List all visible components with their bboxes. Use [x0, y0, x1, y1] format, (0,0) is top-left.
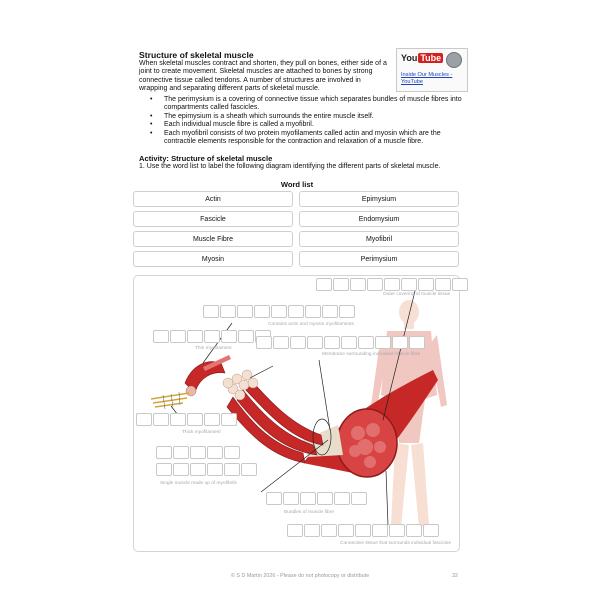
label-bundles: Bundles of muscle fibre [284, 510, 334, 515]
word-perimysium: Perimysium [299, 251, 459, 267]
word-list-title: Word list [280, 180, 314, 189]
youtube-video-card[interactable] [396, 48, 468, 92]
label-actin-myosin: Contains actin and myosin myofilaments [268, 322, 354, 327]
answer-boxes-myofibril[interactable] [203, 305, 355, 318]
bullet-item: • Each individual muscle fibre is called a myofibril. [150, 121, 468, 129]
word-muscle-fibre: Muscle Fibre [133, 231, 293, 247]
answer-boxes-thick[interactable] [136, 413, 237, 426]
activity-title: Activity: Structure of skeletal muscle [139, 154, 273, 163]
activity-instruction: 1. Use the word list to label the following diagram identifying the different parts of skeletal muscle. [139, 163, 441, 170]
bullet-item: • Each myofibril consists of two protein myofilaments called actin and myosin which are the contractile elements responsible for the contraction and relaxation of a muscle fibre. [150, 130, 468, 147]
label-single: Single muscle made up of myofibrils [160, 481, 237, 486]
word-actin: Actin [133, 191, 293, 207]
answer-boxes-outer[interactable] [316, 278, 468, 291]
footer-copyright: © S D Martin 2026 - Please do not photocopy or distribute [230, 573, 370, 579]
answer-boxes-single-bottom[interactable] [156, 463, 257, 476]
bullet-item: • The epimysium is a sheath which surrounds the entire muscle itself. [150, 113, 468, 121]
label-thin: Thin myofilament [195, 346, 232, 351]
word-myosin: Myosin [133, 251, 293, 267]
fibre-end [186, 386, 196, 396]
intro-paragraph: When skeletal muscles contract and shorten, they pull on bones, either side of a joint to create movement. Skeletal muscles are attached to bones by strong connective tissue called tendons. A number of structures are involved in wrapping and separating different parts of skeletal muscle. [139, 60, 387, 93]
section-title: Structure of skeletal muscle [139, 50, 254, 60]
label-outer: Outer covering of muscle tissue [383, 292, 451, 297]
answer-boxes-membrane[interactable] [256, 336, 425, 349]
answer-boxes-bundles[interactable] [266, 492, 367, 505]
answer-boxes-single-top[interactable] [156, 446, 240, 459]
myofilaments [151, 393, 189, 407]
label-thick: Thick myofilament [182, 430, 221, 435]
youtube-link[interactable]: Inside Our Muscles - YouTube [401, 72, 453, 85]
word-endomysium: Endomysium [299, 211, 459, 227]
label-connective: Connective tissue that surrounds individual fascicles [340, 541, 451, 546]
page-number: 32 [452, 573, 458, 579]
label-membrane: Membrane surrounding individual muscle fibre [322, 352, 421, 357]
film-reel-icon [446, 52, 462, 68]
bullet-list [150, 96, 468, 146]
word-myofibril: Myofibril [299, 231, 459, 247]
word-fascicle: Fascicle [133, 211, 293, 227]
bullet-item: • The perimysium is a covering of connective tissue which separates bundles of muscle fibres into compartments called fascicles. [150, 96, 468, 113]
answer-boxes-connective[interactable] [287, 524, 439, 537]
answer-boxes-thin[interactable] [153, 330, 271, 343]
word-epimysium: Epimysium [299, 191, 459, 207]
youtube-logo: You Tube [401, 53, 442, 63]
